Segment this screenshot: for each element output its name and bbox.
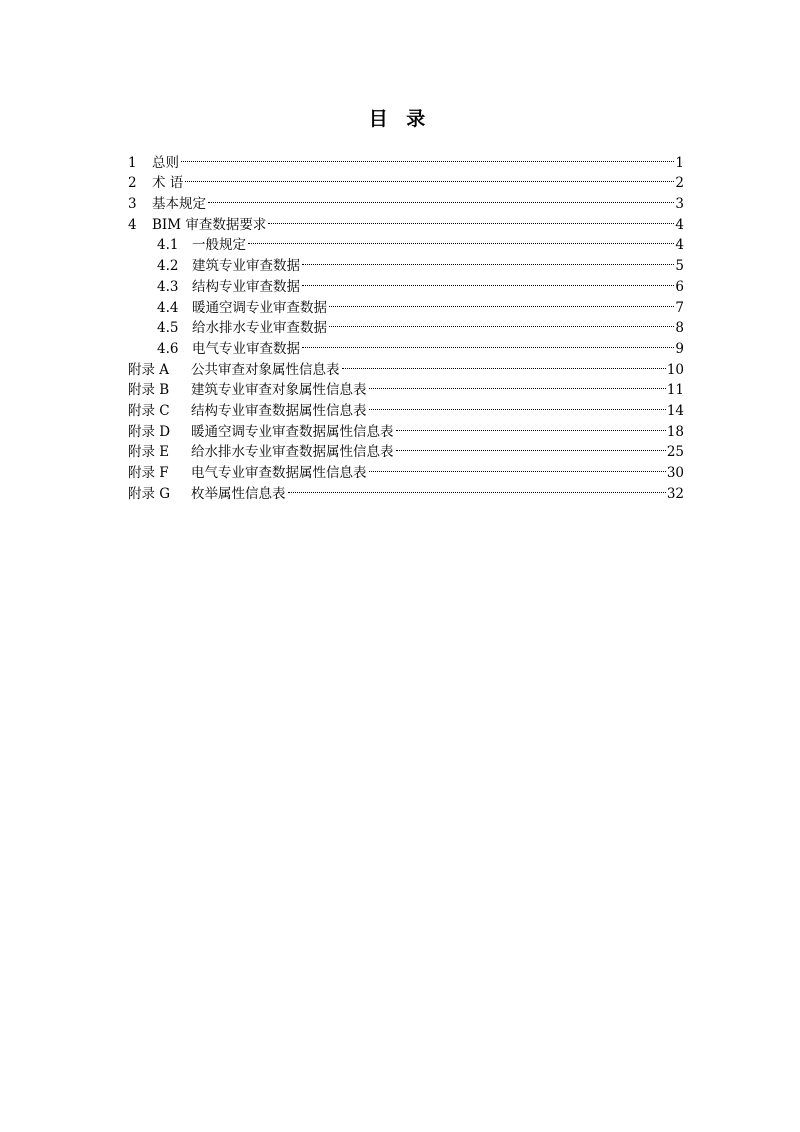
toc-entry-number: 4 <box>128 216 137 233</box>
toc-entry-page: 32 <box>666 485 684 502</box>
toc-entry[interactable] <box>128 167 684 192</box>
toc-entry-page: 2 <box>675 175 684 192</box>
toc-entry-page: 25 <box>666 444 684 461</box>
dot-leader <box>268 208 674 229</box>
toc-entry-page: 8 <box>675 320 684 337</box>
toc-entry-page: 11 <box>666 382 684 399</box>
toc-entry-number: 附录 F <box>128 465 169 481</box>
dot-leader <box>302 332 674 353</box>
toc-entry-number: 4.3 <box>157 278 179 295</box>
dot-leader <box>396 415 666 436</box>
toc-entry-page: 9 <box>675 340 684 357</box>
toc-entry-label: 电气专业审查数据属性信息表 <box>191 465 367 481</box>
toc-entry[interactable] <box>128 208 684 233</box>
toc-entry-page: 14 <box>666 402 684 419</box>
toc-entry-page: 7 <box>675 299 684 316</box>
dot-leader <box>329 312 674 333</box>
toc-entry-page: 18 <box>666 423 684 440</box>
toc-entry-page: 30 <box>666 465 684 481</box>
toc-entry-label: 建筑专业审查对象属性信息表 <box>191 382 367 399</box>
toc-entry-number: 附录 A <box>128 361 170 378</box>
toc-entry-label: 给水排水专业审查数据属性信息表 <box>191 444 394 461</box>
toc-entry-number: 4.5 <box>157 320 179 337</box>
toc-entry-page: 5 <box>675 258 684 275</box>
dot-leader <box>342 353 666 374</box>
toc-entry-label: 基本规定 <box>152 196 206 213</box>
toc-entry[interactable] <box>128 146 684 171</box>
dot-leader <box>396 436 666 457</box>
toc-entry-label: 暖通空调专业审查数据属性信息表 <box>191 423 394 440</box>
toc-entry-number: 4.4 <box>157 299 179 316</box>
toc-entry[interactable] <box>128 187 684 213</box>
dot-leader <box>185 167 674 188</box>
toc-entry-number: 4.2 <box>157 258 179 275</box>
toc-entry-label: 总则 <box>152 154 179 171</box>
dot-leader <box>329 291 674 312</box>
toc-entry-page: 4 <box>675 237 684 254</box>
toc-entry-label: 一般规定 <box>192 237 246 254</box>
dot-leader <box>248 229 674 250</box>
toc-entry-label: 结构专业审查数据属性信息表 <box>191 402 367 419</box>
toc-entry-page: 1 <box>675 154 684 171</box>
toc-entry-number: 附录 D <box>128 423 171 440</box>
toc-entry-label: 给水排水专业审查数据 <box>192 320 327 337</box>
toc-entry-label: 枚举属性信息表 <box>191 485 286 502</box>
toc-entry-label: 电气专业审查数据 <box>192 340 300 357</box>
dot-leader <box>302 249 674 270</box>
toc-entry-number: 3 <box>128 196 137 213</box>
dot-leader <box>288 477 666 498</box>
dot-leader <box>181 146 674 167</box>
dot-leader <box>369 374 666 395</box>
page-title: 目 录 <box>368 108 432 130</box>
toc-entry-label: 结构专业审查数据 <box>192 278 300 295</box>
toc-entry-page: 4 <box>675 216 684 233</box>
toc-entry-label: 暖通空调专业审查数据 <box>192 299 327 316</box>
toc-entry-number: 附录 B <box>128 382 170 399</box>
dot-leader <box>208 187 674 208</box>
toc-entry-page: 10 <box>666 361 684 378</box>
toc-entry-label: BIM 审查数据要求 <box>152 216 267 233</box>
toc-entry-number: 4.1 <box>157 237 179 254</box>
toc-entry-number: 4.6 <box>157 340 179 357</box>
dot-leader <box>302 270 674 291</box>
table-of-contents <box>128 146 684 502</box>
toc-entry-label: 建筑专业审查数据 <box>192 258 300 275</box>
toc-entry-number: 1 <box>128 154 137 171</box>
dot-leader <box>369 456 666 477</box>
toc-entry-number: 附录 G <box>128 485 171 502</box>
toc-entry-number: 附录 E <box>128 444 170 461</box>
dot-leader <box>369 394 666 415</box>
toc-entry-number: 2 <box>128 175 137 192</box>
toc-entry-number: 附录 C <box>128 402 170 419</box>
toc-entry-label: 术 语 <box>152 175 184 192</box>
toc-entry-page: 6 <box>675 278 684 295</box>
toc-entry-label: 公共审查对象属性信息表 <box>191 361 340 378</box>
toc-entry-page: 3 <box>675 196 684 213</box>
